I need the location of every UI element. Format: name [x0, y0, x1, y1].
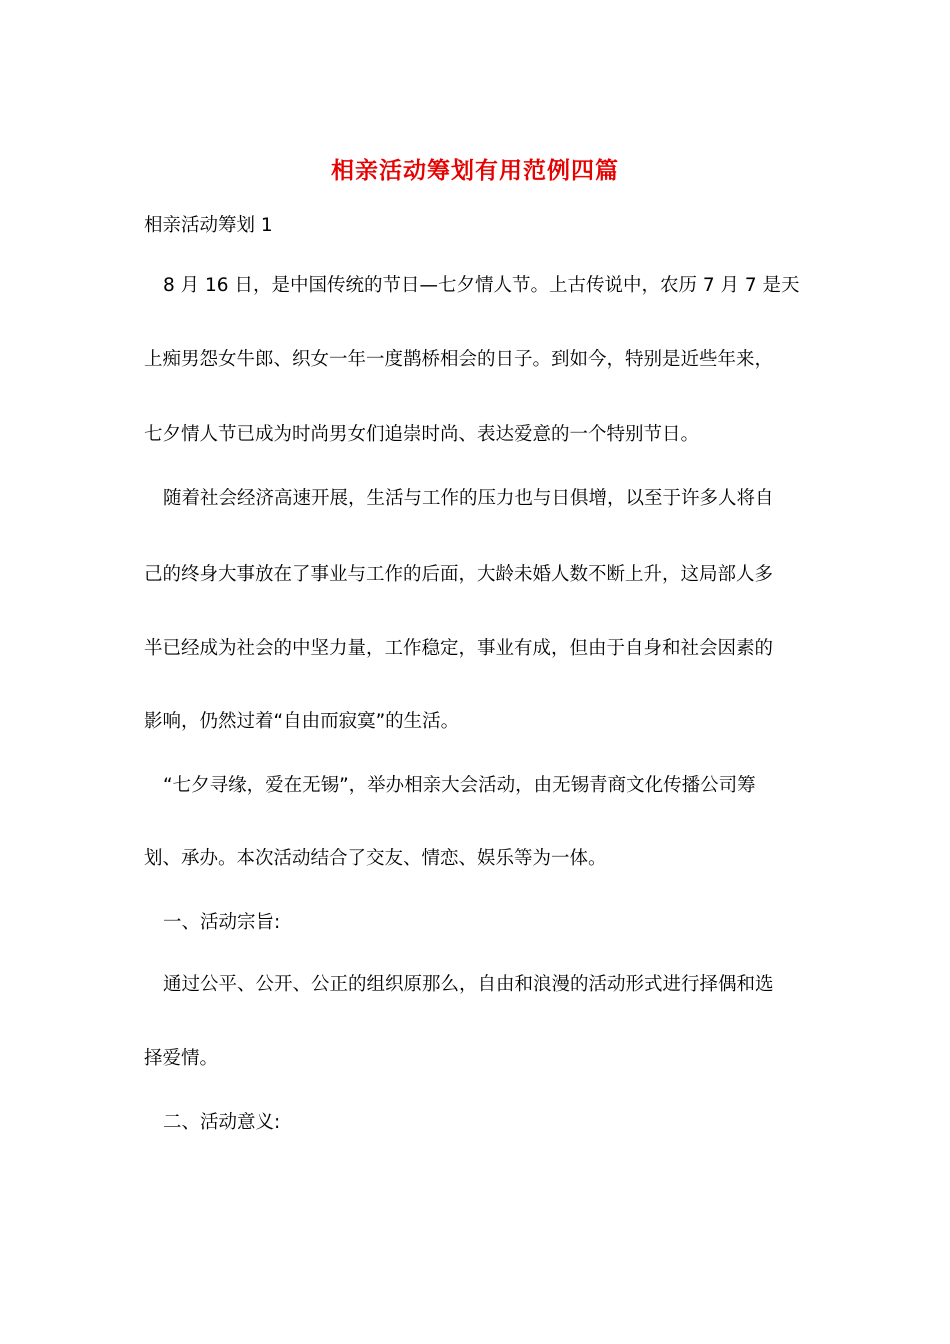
paragraph-line: 己的终身大事放在了事业与工作的后面，大龄未婚人数不断上升，这局部人多 — [144, 564, 774, 585]
paragraph-line: 随着社会经济高速开展，生活与工作的压力也与日俱增，以至于许多人将自 — [163, 488, 774, 509]
paragraph-line: 划、承办。本次活动结合了交友、情恋、娱乐等为一体。 — [144, 848, 607, 869]
section-heading: 相亲活动筹划 1 — [144, 215, 273, 236]
paragraph-line: 半已经成为社会的中坚力量，工作稳定，事业有成，但由于自身和社会因素的 — [144, 638, 774, 659]
paragraph-line: “七夕寻缘，爱在无锡”，举办相亲大会活动，由无锡青商文化传播公司筹 — [163, 775, 756, 796]
list-heading: 一、活动宗旨: — [163, 912, 281, 933]
paragraph-line: 七夕情人节已成为时尚男女们追崇时尚、表达爱意的一个特别节日。 — [144, 424, 700, 445]
page-title: 相亲活动筹划有用范例四篇 — [331, 158, 619, 184]
paragraph-line: 8 月 16 日，是中国传统的节日—七夕情人节。上古传说中，农历 7 月 7 是天 — [163, 275, 800, 296]
paragraph-line: 影响，仍然过着“自由而寂寞”的生活。 — [144, 711, 460, 732]
paragraph-line: 通过公平、公开、公正的组织原那么，自由和浪漫的活动形式进行择偶和选 — [163, 974, 774, 995]
paragraph-line: 择爱情。 — [144, 1048, 219, 1069]
list-heading: 二、活动意义: — [163, 1112, 281, 1133]
paragraph-line: 上痴男怨女牛郎、织女一年一度鹊桥相会的日子。到如今，特别是近些年来， — [144, 349, 774, 370]
